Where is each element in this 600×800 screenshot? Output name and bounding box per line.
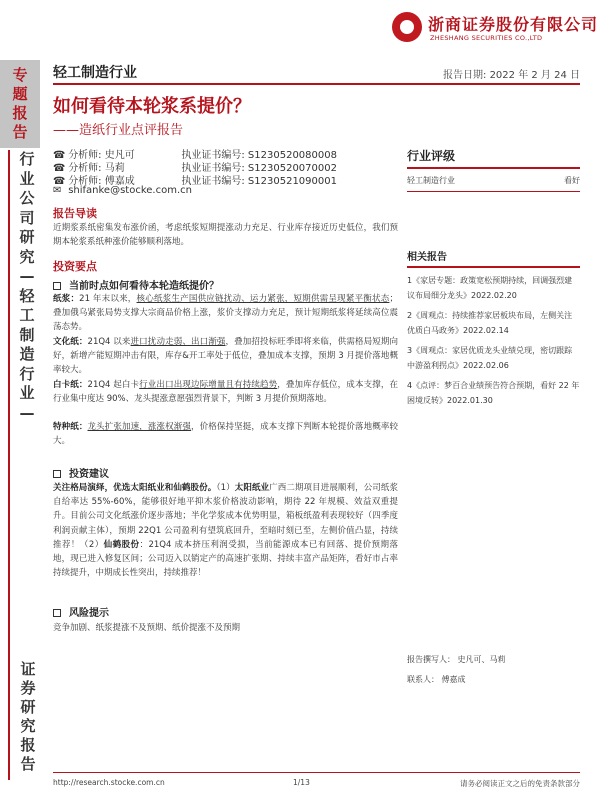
points-subheader-text: 当前时点如何看待本轮造纸提价？ <box>69 281 219 292</box>
side-char: — <box>19 267 35 285</box>
header-divider <box>53 83 580 85</box>
page-footer <box>53 772 580 788</box>
side-char: 业 <box>19 384 35 402</box>
side-char: 工 <box>19 306 35 324</box>
analyst-email[interactable]: shifanke@stocke.com.cn <box>68 185 192 196</box>
analyst-name: 分析师: 史凡可 <box>68 150 135 161</box>
side-char: 证 <box>20 660 36 678</box>
culture-paper-text-underline: 进口扰动走弱、出口渐强 <box>130 337 226 347</box>
culture-paper-text-a: 21Q4 以来 <box>87 337 131 347</box>
side-char: 告 <box>12 123 28 141</box>
white-card-paragraph <box>53 378 398 406</box>
mail-icon: ✉ <box>53 185 62 196</box>
advice-text-c: 广西二期项目进展顺利，公司纸浆自给率达 55%-60%，能够很好地平抑木浆价格波动影响，期待 22 年规模、效益双重提升。目前公司文化纸涨价逐步落地；半化学浆成本优势明显，箱板纸盈利表现较好（四季度利润贡献主体），预期 22Q1 公司盈利有望筑底回升，至暗时刻已至，左侧价值凸显，持续推荐！（2） <box>53 483 398 550</box>
side-char: 司 <box>19 208 35 227</box>
points-header: 投资要点 <box>53 260 97 273</box>
side-char: 究 <box>19 247 35 266</box>
advice-paragraph <box>53 481 398 580</box>
related-item[interactable]: 1《家居专题：政策宽松预期持续，回调强烈建议布局细分龙头》2022.02.20 <box>407 276 573 300</box>
advice-header <box>53 465 109 480</box>
rating-value: 看好 <box>564 176 580 185</box>
special-paper-text-b: ，价格保持坚挺，成本支撑下判断本轮提价落地概率较大。 <box>53 422 398 447</box>
side-char: — <box>19 403 35 422</box>
guide-text: 近期浆系纸密集发布涨价函，考虑纸浆短期提涨动力充足、行业库存接近历史低位，我们预期本轮浆系纸种涨价能够顺利落地。 <box>53 223 398 248</box>
analyst-email-row <box>53 185 192 196</box>
related-item[interactable]: 4《点评：梦百合业绩预告符合预期，看好 22 年困境反转》2022.01.30 <box>407 381 580 405</box>
special-paper-label: 特种纸： <box>53 422 88 432</box>
special-paper-text-underline: 龙头扩张加速，涨涨权渐强 <box>87 422 192 432</box>
phone-icon: ☎ <box>53 176 66 187</box>
analyst-cert: 执业证书编号: S1230520080008 <box>181 150 337 161</box>
page-subtitle: ——造纸行业点评报告 <box>53 123 184 138</box>
side-char: 行 <box>19 150 35 168</box>
side-char: 专 <box>12 66 28 84</box>
rating-header: 行业评级 <box>407 147 580 169</box>
rating-industry: 轻工制造行业 <box>407 176 455 185</box>
side-label-top <box>0 60 40 148</box>
culture-paper-paragraph <box>53 335 398 378</box>
report-writer: 报告撰写人： 史凡可、马莉 <box>407 655 506 664</box>
risk-header-text: 风险提示 <box>69 608 109 619</box>
risk-text: 竞争加剧、纸浆提涨不及预期、纸价提涨不及预期 <box>53 623 241 633</box>
pulp-label: 纸浆： <box>53 294 80 304</box>
logo-en-name: ZHESHANG SECURITIES CO.,LTD <box>430 34 543 42</box>
advice-text-e: ：21Q4 成本挤压利润受损，当前能源成本已有回落、提价预期落地，现已进入修复区间；公司迈入以销定产的高速扩张期、持续丰富产品矩阵，看好市占率持续提升，中期成长性突出，持续推荐！ <box>53 539 398 579</box>
phone-icon: ☎ <box>53 150 66 161</box>
side-char: 行 <box>19 364 35 383</box>
company-logo <box>392 6 599 50</box>
side-char: 业 <box>19 169 35 188</box>
side-char: 制 <box>19 325 35 344</box>
risk-header <box>53 604 109 619</box>
rating-box <box>407 147 580 192</box>
phone-icon: ☎ <box>53 163 66 174</box>
rating-row <box>407 175 580 192</box>
report-contact: 联系人： 傅嘉成 <box>407 675 466 684</box>
checkbox-icon <box>53 282 61 290</box>
related-item[interactable]: 2《周观点：持续推荐家居板块布局，左侧关注优质白马政务》2022.02.14 <box>407 311 573 335</box>
side-char: 券 <box>20 679 36 697</box>
side-char: 研 <box>19 228 35 246</box>
industry-label: 轻工制造行业 <box>53 65 137 81</box>
advice-header-text: 投资建议 <box>69 469 109 480</box>
related-header: 相关报告 <box>407 248 580 268</box>
culture-paper-label: 文化纸： <box>53 337 88 347</box>
guide-header: 报告导读 <box>53 207 97 220</box>
white-card-text-a: 21Q4 起白卡 <box>87 380 140 390</box>
white-card-text-b: ，叠加库存低位，成本支撑，在行业集中度达 90%、龙头提涨意愿强烈背景下，判断 3 月提价预期落地。 <box>53 380 398 405</box>
side-char: 研 <box>20 698 36 716</box>
pulp-text-underline: 核心纸浆生产国供应链扰动、运力紧张，短期供需呈现紧平衡状态 <box>136 294 390 304</box>
footer-url[interactable]: http://research.stocke.com.cn <box>53 778 165 787</box>
white-card-text-underline: 行业出口出现边际增量且有持续趋势 <box>139 380 278 390</box>
points-subheader <box>53 277 219 292</box>
side-rule <box>8 150 10 780</box>
page-number: 1/13 <box>293 778 310 787</box>
pulp-text-b: ；叠加俄乌紧张局势支撑大宗商品价格上涨，浆价支撑动力充足，预计短期纸浆将延续高位震荡态势。 <box>53 294 398 333</box>
pulp-paragraph <box>53 292 398 335</box>
checkbox-icon <box>53 609 61 617</box>
side-char: 报 <box>20 736 36 754</box>
footer-disclaimer: 请务必阅读正文之后的免责条款部分 <box>460 779 580 788</box>
analyst-cert: 执业证书编号: S1230520070002 <box>181 163 337 174</box>
report-date: 报告日期: 2022 年 2 月 24 日 <box>443 70 580 81</box>
side-label-bottom <box>16 660 40 774</box>
analyst-name: 分析师: 马莉 <box>68 163 125 174</box>
advice-company-2: 仙鹤股份 <box>103 539 140 550</box>
pulp-text-a: 21 年末以来， <box>79 294 137 304</box>
advice-text-a: （1） <box>216 483 235 493</box>
advice-company-1: 太阳纸业 <box>234 483 270 493</box>
logo-cn-name: 浙商证券股份有限公司 <box>428 15 599 34</box>
side-char: 告 <box>20 755 36 773</box>
checkbox-icon <box>53 470 61 478</box>
side-label-middle <box>14 150 40 423</box>
analyst-name: 分析师: 傅嘉成 <box>68 176 135 187</box>
culture-paper-text-b: ，叠加招投标旺季即将来临，供需格局短期向好，新增产能短期冲击有限，库存&开工率处于低位，叠加成本支撑，预期 3 月提价落地概率较大。 <box>53 337 398 376</box>
side-char: 轻 <box>19 286 35 305</box>
analyst-cert: 执业证书编号: S1230521090001 <box>181 176 337 187</box>
special-paper-paragraph <box>53 420 398 448</box>
white-card-label: 白卡纸： <box>53 380 88 390</box>
side-char: 题 <box>12 85 28 103</box>
related-reports <box>407 248 580 408</box>
advice-lead: 关注格局演绎，优选太阳纸业和仙鹤股份。 <box>53 483 217 493</box>
logo-mark-icon <box>392 12 422 42</box>
side-char: 究 <box>20 717 36 735</box>
side-char: 公 <box>19 189 35 207</box>
authors-box <box>407 650 580 690</box>
page-title: 如何看待本轮浆系提价？ <box>53 96 251 117</box>
side-char: 造 <box>19 345 35 363</box>
side-char: 报 <box>12 104 28 122</box>
related-item[interactable]: 3《周观点：家居优质龙头业绩兑现，密切跟踪中游盈利拐点》2022.02.06 <box>407 346 573 370</box>
